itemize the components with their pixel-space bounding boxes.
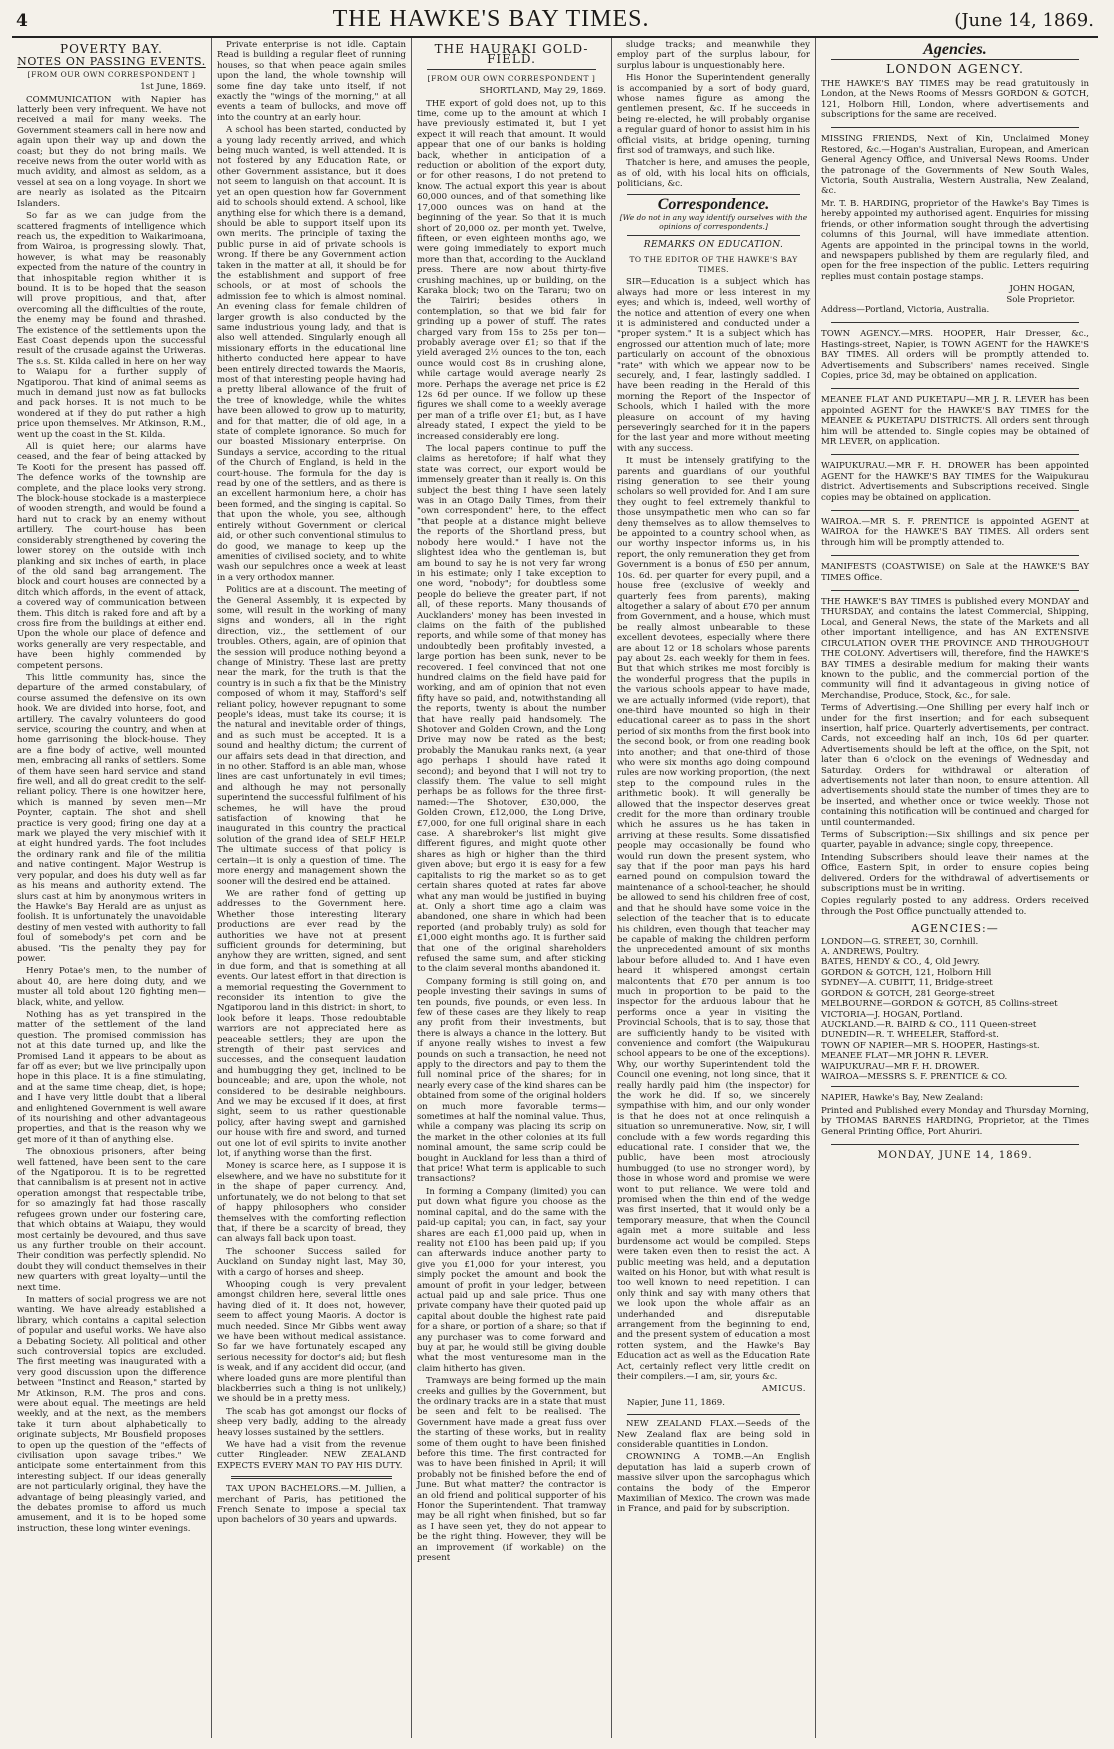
missing-friends-text-2: Mr. T. B. HARDING, proprietor of the Hawke's Bay Times is hereby appointed my authorised agent. Enquiries for missing friends, or other information sought through the advertising columns of this Journal, will have immediate attention. Agents are appointed in the principal towns in the world, and newspapers published by them are regularly filed, and open for the free inspection of the public. Letters requiring replies must contain postage stamps. xyxy=(821,198,1089,282)
section-divider xyxy=(831,59,1079,60)
poverty-bay-source: [FROM OUR OWN CORRESPONDENT ] xyxy=(27,69,196,79)
article-paragraph: In matters of social progress we are not wanting. We have already established a library, which contains a capital selection of popular and useful works. We have also a Debating Society. All political and other such controversial topics are excluded. The first meeting was inaugurated with a very good discussion upon the difference between "Instinct and Reason," started by Mr Atkinson, R.M. The pros and cons. were about equal. The meetings are held weekly, and at the next, as the members take it turn about alphabetically to originate subjects, Mr Bousfield proposes to open up the question of the "effects of civilisation upon savage tribes." We anticipate some entertainment from this interesting subject. If our ideas generally are not particularly original, they have the advantage of being pleasingly varied, and the debates promise to afford us much amusement, and it is to be hoped some instruction, these long winter evenings. xyxy=(17,1294,206,1534)
terms-subscription: Terms of Subscription:—Six shillings and six pence per quarter, payable in advance; single copy, threepence. xyxy=(821,830,1089,851)
hauraki-heading: THE HAURAKI GOLD-FIELD. xyxy=(434,42,589,67)
letter-place-date: Napier, June 11, 1869. xyxy=(627,1397,725,1408)
column-2 xyxy=(212,38,412,1738)
article-paragraph: Company forming is still going on, and people investing their savings in sums of ten pounds, five pounds, or even less. In few of these cases are they likely to reap any profit from their investments, but there is always a chance in the lottery. But if anyone really wishes to invest a few pounds on such a transaction, he need not apply to the directors and pay to them the full nominal price of the shares; for in nearly every case of the kind shares can be obtained from some of the original holders on much more favorable terms—sometimes at half the nominal value. Thus, while a company was placing its scrip on the market in the other colonies at its full nominal amount, the same scrip could be bought in Auckland for less than a third of that price! What term is applicable to such transactions? xyxy=(417,976,606,1185)
section-divider xyxy=(231,1476,392,1479)
letter-signature: AMICUS. xyxy=(761,1384,806,1395)
agent-line: GORDON & GOTCH, 281 George-street xyxy=(821,988,995,999)
section-divider xyxy=(831,1086,1079,1087)
article-paragraph: COMMUNICATION with Napier has latterly been very infrequent. We have not received a mail for many weeks. The Government steamers call in here now and again upon their way up and down the coast; but they do not bring mails. We receive news from the outer world with as much avidity, and almost as seldom, as a vessel at sea on a long voyage. In short we are nearly as isolated as the Pitcairn Islanders. xyxy=(17,94,206,209)
copies-posted: Copies regularly posted to any address. Orders received through the Post Office punctually attended to. xyxy=(821,896,1089,917)
agent-line: A. ANDREWS, Poultry. xyxy=(821,947,919,958)
article-paragraph: The obnoxious prisoners, after being well fattened, have been sent to the care of the Ngatiporou. It is to be regretted that cannibalism is at present not in active operation amongst that respectable tribe, for so amazingly fat had those rascally refugees grown under our fostering care, that which obtains at Waiapu, they would most certainly be devoured, and thus save us any further trouble on their account. Their condition was perfectly splendid. No doubt they will conduct themselves in their new quarters with great loyalty—until the next time. xyxy=(17,1147,206,1293)
agent-line: MEANEE FLAT—MR JOHN R. LEVER. xyxy=(821,1051,989,1062)
section-divider xyxy=(831,454,1079,455)
london-agency-heading: LONDON AGENCY. xyxy=(886,61,1024,77)
napier-imprint-title: NAPIER, Hawke's Bay, New Zealand: xyxy=(821,1093,984,1104)
agent-line: AUCKLAND.—R. BAIRD & CO., 111 Queen-street xyxy=(821,1019,1037,1030)
agent-line: WAIPUKURAU—MR F. H. DROWER. xyxy=(821,1061,980,1072)
letter-paragraph: SIR—Education is a subject which has always had more or less interest in my eyes; and which is, indeed, well worthy of the notice and attention of every one when it is administered and conducted under a "proper system." It is a subject which has engrossed our attention much of late; more particularly on account of the obnoxious "rate" with which we appear now to be securely, and, I fear, lastingly saddled. I have been reading in the Herald of this morning the Report of the Inspector of Schools, which I hailed with the more pleasure on account of my having perseveringly searched for it in the papers for the last year and more without meeting with any success. xyxy=(617,277,810,454)
masthead xyxy=(12,6,1098,38)
article-paragraph: The scab has got amongst our flocks of sheep very badly, adding to the already heavy losses sustained by the settlers. xyxy=(217,1406,406,1438)
columns xyxy=(12,38,1098,1738)
section-divider xyxy=(627,235,800,236)
column-1 xyxy=(12,38,212,1738)
tax-bachelors-item: TAX UPON BACHELORS.—M. Jullien, a merchant of Paris, has petitioned the French Senate to impose a special tax upon bachelors of 30 years and upwards. xyxy=(217,1484,406,1526)
article-paragraph: Thatcher is here, and amuses the people, as of old, with his local hits on officials, politicians, &c. xyxy=(617,158,810,190)
agent-line: BATES, HENDY & CO., 4, Old Jewry. xyxy=(821,957,980,968)
agent-line: MELBOURNE—GORDON & GOTCH, 85 Collins-street xyxy=(821,999,1058,1010)
hauraki-dateline: SHORTLAND, May 29, 1869. xyxy=(479,86,606,97)
column-5 xyxy=(816,38,1094,1738)
article-paragraph: sludge tracks; and meanwhile they employ part of the surplus labour, for surplus labour is unquestionably here. xyxy=(617,40,810,71)
page-number: 4 xyxy=(16,11,28,31)
agent-line: DUNEDIN—R. T. WHEELER, Stafford-st. xyxy=(821,1030,999,1041)
agencies-list-heading: AGENCIES:— xyxy=(911,922,999,936)
section-divider xyxy=(831,127,1079,128)
article-paragraph: Whooping cough is very prevalent amongst children here, several little ones having died of it. It does not, however, seem to affect young Maoris. A doctor is much needed. Since Mr Gibbs went away we have been without medical assistance. So far we have fortunately escaped any serious necessity for doctor's aid; but flesh is weak, and if any accident did occur, (and where loaded guns are more plentiful than blackberries such a thing is not unlikely,) we should be in a pretty mess. xyxy=(217,1279,406,1405)
agent-line: WAIROA—MESSRS S. F. PRENTICE & CO. xyxy=(821,1071,1008,1082)
section-divider xyxy=(831,1144,1079,1145)
section-divider xyxy=(831,322,1079,323)
article-paragraph: The schooner Success sailed for Auckland on Sunday night last, May 30, with a cargo of horses and sheep. xyxy=(217,1246,406,1278)
article-paragraph: His Honor the Superintendent generally is accompanied by a sort of body guard, whose names figure as among the gentlemen present, &c. If he succeeds in being re-elected, he will probably organise a regular guard of honor to assist him in his official visits, at bridge opening, turning first sod of tramways, and such like. xyxy=(617,73,810,157)
article-paragraph: THE export of gold does not, up to this time, come up to the amount at which I have previously estimated it, but I yet expect it will reach that amount. It would appear that one of our banks is holding back, whether in anticipation of a reduction or abolition of the export duty, or for other reasons, I do not pretend to know. The actual export this year is about 60,000 ounces, and of that something like 17,000 ounces was on hand at the beginning of the year. So that it is much short of 20,000 oz. per month yet. Twelve, fifteen, or even eighteen months ago, we were going immediately to export much more than that, according to the Auckland press. There are now about thirty-five crushing machines, up or building, on the Karaka block; two on the Tararu; two on the Tairiri; besides others in contemplation, so that we bid fair for grinding up a power of stuff. The rates charged vary from 15s to 25s per ton—probably average over £1; so that if the yield averaged 2½ ounces to the ton, each ounce would cost 8s in crushing alone, while cartage would average nearly 2s more. Perhaps the average net price is £2 12s 6d per ounce. If we follow up these figures we shall come to a weekly average per man of a trifle over £1; but, as I have already stated, I expect the yield to be increased considerably ere long. xyxy=(417,98,606,442)
meanee-text: MEANEE FLAT AND PUKETAPU—MR J. R. LEVER has been appointed AGENT for the HAWKE'S BAY TIMES for the MEANEE & PUKETAPU DISTRICTS. All orders sent through him will be attended to. Single copies may be obtained of MR LEVER, on application. xyxy=(821,395,1089,447)
section-divider xyxy=(427,69,596,70)
agent-line: TOWN OF NAPIER—MR S. HOOPER, Hastings-st. xyxy=(821,1040,1040,1051)
newspaper-title: THE HAWKE'S BAY TIMES. xyxy=(332,6,650,32)
letter-paragraph: It must be intensely gratifying to the parents and guardians of our youthful rising generation to see their young scholars so well provided for. And I am sure they ought to feel extremely thankful to those unsympathetic men who can so far deny themselves as to allow themselves to be appointed to a country school when, as our worthy inspector informs us, in his report, the only remuneration they get from Government is a bonus of £50 per annum, 10s. 6d. per quarter for every pupil, and a house free (exclusive of weekly and quarterly fees from parents), making altogether a salary of about £70 per annum from Government, and a house, which must be really almost unbearable to these excellent devotees, especially where there are about 12 or 18 scholars whose parents pay about 2s. each weekly for them in fees. But that which strikes me most forcibly is the wonderful progress that the pupils in the various schools appear to have made, we are actually informed (vide report), that one-third have mounted so high in their educational career as to pass in the short period of six months from the first book into the second book, or from one reading book into another; and that one-third of those who were six months ago doing compound rules are now working proportion, (the next step to the compound rules in the arithmetic book). It will generally be allowed that the inspector deserves great credit for the more than ordinary trouble which he assures us he has taken in arriving at these results. Some dissatisfied people may occasionally be found who would run down the present system, who say that if the poor man pays his hard earned pound on compulsion toward the maintenance of a school-teacher, he should be allowed to send his children free of cost, and that he should have some voice in the selection of the teacher that is to educate his children, even though that teacher may be capable of making the children perform the unprecedented amount of six months labour before alluded to. And I have even heard it whispered amongst certain malcontents that £70 per annum is too much in proportion to be paid to the inspector for the arduous labour that he performs once a year in visiting the Provincial Schools, that is to say, those that are sufficiently handy to be visited with convenience and comfort (the Waipukurau school appears to be one of the exceptions). Why, our worthy Superintendent told the Council one evening, not long since, that it really hardly paid him (the inspector) for the work he did. If so, we sincerely sympathise with him, and our only wonder is that he does not at once relinquish a situation so unremunerative. Now, sir, I will conclude with a few words regarding this educational rate. I consider that we, the public, have been most atrociously humbugged (to use no stronger word), by those in whose word and promise we were wont to put reliance. We were told and promised when the thin end of the wedge was first inserted, that it would only be a temporary measure, that when the Council again met a more suitable and less burdensome act would be compiled. Steps were taken even then to resist the act. A public meeting was held, and a deputation waited on his Honor, but with what result is too well known to need repetition. I can only think and say with many others that we look upon the whole affair as an underhanded and disreputable arrangement from the beginning to end, and the present system of education a most rotten system, and the Hawke's Bay Education act as well as the Education Rate Act, certainly reflect very little credit on their compilers.—I am, sir, yours &c. xyxy=(617,456,810,1382)
manifests-text: MANIFESTS (COASTWISE) on Sale at the HAWKE'S BAY TIMES Office. xyxy=(821,562,1089,583)
article-paragraph: Nothing has as yet transpired in the matter of the settlement of the land question. The promised commission has not at this date turned up, and like the Promised Land it appears to be about as far off as ever; but we live principally upon hope in this place. It is a fine stimulating, and at the same time cheap, diet, is hope; and I have very little doubt that a liberal and enlightened Government is well aware of its nourishing and other advantageous properties, and that is the reason why we get more of it than of anything else. xyxy=(17,1009,206,1145)
article-paragraph: Money is scarce here, as I suppose it is elsewhere, and we have no substitute for it in the shape of paper currency. And, unfortunately, we do not belong to that set of happy philosophers who consider themselves with the comforting reflection that, if there be a scarcity of bread, they can always fall back upon toast. xyxy=(217,1161,406,1245)
times-published-text: THE HAWKE'S BAY TIMES is published every MONDAY and THURSDAY, and contains the latest Commercial, Shipping, Local, and General News, the state of the Markets and all other important intelligence, and has AN EXTENSIVE CIRCULATION OVER THE PROVINCE AND THROUGHOUT THE COLONY. Advertisers will, therefore, find the HAWKE'S BAY TIMES a desirable medium for making their wants known to the public, and the commercial portion of the community will find it advantageous in giving notice of Merchandise, Produce, Stock, &c., for sale. xyxy=(821,597,1089,701)
article-paragraph: We are rather fond of getting up addresses to the Government here. Whether those interesting literary productions are ever read by the authorities we have not at present sufficient grounds for determining, but anyhow they are written, signed, and sent in due form, and that is something at all events. Our latest effort in that direction is a memorial requesting the Government to reconsider its intention to give the Ngatiporou land in this district: in short, to look before it leaps. Those redoubtable warriors are not appreciated here as peaceable settlers; they are upon the strength of their past services and successes, and the consequent laudation and humbugging they get, inclined to be bounceable; and are, upon the whole, not considered to be desirable neighbours. And we may be excused if it does, at first sight, seem to us rather questionable policy, after having swept and garnished our house with fire and sword, and turned out one lot of evil spirits to invite another lot, if anything worse than the first. xyxy=(217,888,406,1160)
agent-line: VICTORIA—J. HOGAN, Portland. xyxy=(821,1009,963,1020)
terms-advertising: Terms of Advertising.—One Shilling per every half inch or under for the first insertion; and for each subsequent insertion, half price. Quarterly advertisements, per contract. Cards, not exceeding half an inch, 10s 6d per quarter. Advertisements should be left at the office, on the Spit, not later than 6 o'clock on the evenings of Wednesday and Saturday. Orders for withdrawal or alteration of advertisements not later than noon, to ensure attention. All advertisements should state the number of times they are to be inserted, and whether once or twice weekly. Those not containing this notification will be continued and charged for until countermanded. xyxy=(821,703,1089,828)
article-paragraph: This little community has, since the departure of the armed constabulary, of course assumed the defensive on its own hook. We are divided into horse, foot, and artillery. The cavalry volunteers do good service, scouring the country, and when at home garrisoning the block-house. They are a fine body of active, well mounted men, embracing all ranks of settlers. Some of them have seen hard service and stand fire well, and all do great credit to the self-reliant policy. There is one howitzer here, which is manned by seven men—Mr Poynter, captain. The shot and shell practice is very good; firing one day at a mark we played the very mischief with it at eight hundred yards. The foot includes the ordinary rank and file of the militia and native contingent. Major Westrup is very popular, and does his duty well as far as his means and authority extend. The slurs cast at him by anonymous writers in the Hawke's Bay Herald are as unjust as foolish. It is unfortunately the unavoidable destiny of men vested with authority to fall foul of somebody's pet corn and be abused. 'Tis the penalty they pay for power. xyxy=(17,672,206,964)
wairoa-text: WAIROA.—MR S. F. PRENTICE is appointed AGENT at WAIROA for the HAWKE'S BAY TIMES. All orders sent through him will be promptly attended to. xyxy=(821,517,1089,548)
article-paragraph: The local papers continue to puff the claims as heretofore; if half what they state was correct, our export would be immensely greater than it really is. On this subject the best thing I have seen lately was in an Otago Daily Times, from their "own correspondent" here, to the effect "that people at a distance might believe the reports of the Shortland press, but nobody here would." I have not the slightest idea who the gentleman is, but am bound to say he is not very far wrong in his estimate; only I take exception to one word, "nobody"; for doubtless some people do believe the greater part, if not all, of these reports. Many thousands of Aucklanders' money has been invested in claims on the faith of the published reports, and while some of that money has undoubtedly been profitably invested, a large portion has been sunk, never to be recovered. I feel convinced that not one hundred claims on the field have paid for working, and am of opinion that not even fifty have so paid, and, notwithstanding all the reports, twenty is about the number that have really paid handsomely. The Shotover and Golden Crown, and the Long Drive may now be rated as the best; probably the Manukau ranks next, (a year ago perhaps I should have rated it second); and beyond that I will not try to classify them. The value to sell might perhaps be as follows for the three first-named:—The Shotover, £30,000, the Golden Crown, £12,000, the Long Drive, £7,000, for one full original share in each case. A sharebroker's list might give different figures, and might quote other shares as high or higher than the third given above; but ergo it is easy for a few capitalists to rig the market so as to get certain shares quoted at rates far above what any man would be justified in buying at. Only a short time ago a claim was abandoned, one share in which had been reported (and probably truly) as sold for £1,000 eight months ago. It is further said that one of the original shareholders refused the same sum, and after sticking to the claim several months abandoned it. xyxy=(417,444,606,975)
issue-date: (June 14, 1869. xyxy=(954,10,1094,31)
intending-subscribers: Intending Subscribers should leave their names at the Office, Eastern Spit, in order to ensure copies being delivered. Orders for the withdrawal of advertisements or subscriptions must be in writing. xyxy=(821,852,1089,895)
article-paragraph: Henry Potae's men, to the number of about 40, are here doing duty, and we muster all told about 120 fighting men—black, white, and yellow. xyxy=(17,966,206,1008)
london-agency-ad xyxy=(821,77,1089,124)
section-divider xyxy=(627,1414,800,1415)
town-agency-ad xyxy=(821,327,1089,384)
correspondence-note: [We do not in any way identify ourselves with the opinions of correspondents.] xyxy=(619,213,808,232)
manifests-ad xyxy=(821,560,1089,586)
remarks-heading: REMARKS ON EDUCATION. xyxy=(643,240,784,251)
to-editor: TO THE EDITOR OF THE HAWKE'S BAY TIMES. xyxy=(629,254,798,274)
correspondence-heading: Correspondence. xyxy=(657,195,770,213)
napier-imprint xyxy=(821,1091,1089,1140)
column-4 xyxy=(612,38,816,1738)
poverty-bay-dateline: 1st June, 1869. xyxy=(140,82,206,93)
article-paragraph: A school has been started, conducted by a young lady recently arrived, and which being much wanted, is well attended. It is not fostered by any Education Rate, or other Government assistance, but it does not seem to languish on that account. It is yet an open question how far Government aid to schools should extend. A school, like anything else for which there is a demand, should be able to support itself upon its own merits. The principle of taxing the public purse in aid of private schools is wrong. If there be any Government action taken in the matter at all, it should be for the establishment and support of free schools, or at most of schools the admission fee to which is almost nominal. An evening class for female children of larger growth is also conducted by the same industrious young lady, and that is also well attended. Singularly enough all missionary efforts in the educational line hitherto conducted here appear to have been entirely directed towards the Maoris, most of that interesting people having had a pretty liberal allowance of the fruit of the tree of knowledge, while the whites have been allowed to grow up to maturity, and for that matter, die of old age, in a state of complete ignorance. So much for our boasted Missionary enterprise. On Sundays a service, according to the ritual of the Church of England, is held in the court-house. The formula for the day is read by one of the settlers, and as there is an excellent harmonium here, a choir has been formed, and the singing is capital. So that upon the whole, you see, although entirely without Government or clerical aid, or other such conventional stimulus to do good, we manage to keep up the amenities of civilised society, and to white wash our sepulchres once a week at least in a very orthodox manner. xyxy=(217,125,406,583)
wairoa-ad xyxy=(821,515,1089,551)
section-divider xyxy=(831,555,1079,556)
napier-imprint-text: Printed and Published every Monday and Thursday Morning, by THOMAS BARNES HARDING, Proprietor, at the Times General Printing Office, Port Ahuriri. xyxy=(821,1105,1089,1137)
section-divider xyxy=(831,388,1079,389)
missing-friends-role: Sole Proprietor. xyxy=(1006,294,1075,305)
agencies-heading: Agencies. xyxy=(923,41,987,58)
agencies-list xyxy=(821,937,1089,1083)
notes-heading: NOTES ON PASSING EVENTS. xyxy=(17,55,206,69)
section-divider xyxy=(831,510,1079,511)
agent-line: GORDON & GOTCH, 121, Holborn Hill xyxy=(821,967,992,978)
poverty-bay-heading: POVERTY BAY. xyxy=(60,42,163,56)
tomb-item: CROWNING A TOMB.—An English deputation has laid a superb crown of massive silver upon the sarcophagus which contains the body of the Emperor Maximilian of Mexico. The crown was made in France, and paid for by subscription. xyxy=(617,1452,810,1515)
london-agency-text: THE HAWKE'S BAY TIMES may be read gratuitously in London, at the News Rooms of Messrs GORDON & GOTCH, 121, Holborn Hill, London, where advertisements and subscriptions for the same are received. xyxy=(821,78,1089,121)
article-paragraph: We have had a visit from the revenue cutter Ringleader. NEW ZEALAND EXPECTS EVERY MAN TO PAY HIS DUTY. xyxy=(217,1440,406,1471)
town-agency-text: TOWN AGENCY.—MRS. HOOPER, Hair Dresser, &c., Hastings-street, Napier, is TOWN AGENT for the HAWKE'S BAY TIMES. All orders will be promptly attended to. Advertisements and Subscribers' names received. Single Copies, price 3d, may be obtained on application. xyxy=(821,329,1089,381)
agent-line: SYDNEY—A. CUBITT, 11, Bridge-street xyxy=(821,978,993,989)
missing-friends-ad xyxy=(821,132,1089,318)
section-divider xyxy=(627,194,800,195)
missing-friends-signature: JOHN HOGAN, xyxy=(1009,284,1075,295)
waipukurau-ad xyxy=(821,459,1089,506)
times-published-ad xyxy=(821,595,1089,920)
missing-friends-text: MISSING FRIENDS, Next of Kin, Unclaimed Money Restored, &c.—Hogan's Australian, European, and American General Agency Office, and Universal News Rooms. Under the patronage of the Governments of New South Wales, Victoria, South Australia, Western Australia, New Zealand, &c. xyxy=(821,134,1089,197)
article-paragraph: Politics are at a discount. The meeting of the General Assembly, it is expected by some, will result in the working of many signs and wonders, all in the right direction, viz., the settlement of our troubles. Others, again, are of opinion that the session will produce nothing beyond a change of Ministry. These last are pretty near the mark, for the truth is that the country is in such a fix that be the Ministry composed of whom it may, Stafford's self reliant policy, however repugnant to some people's ideas, must take its course; it is the natural and inevitable order of things, and as such must be accepted. It is a sound and healthy dictum; the current of our affairs sets dead in that direction, and in no other. Stafford is an able man, whose lines are cast unfortunately in evil times; and although he may not personally superintend the successful fulfilment of his schemes, he will have the proud satisfaction of knowing that he inaugurated in this country the practical solution of the grand idea of SELF HELP. The ultimate success of that policy is certain—it is only a question of time. The more energy and management shown the sooner will the desired end be attained. xyxy=(217,585,406,887)
meanee-ad xyxy=(821,393,1089,450)
article-paragraph: Private enterprise is not idle. Captain Read is building a regular fleet of running houses, so that when peace again smiles upon the land, the whole township will some fine day take unto itself, if not exactly the "wings of the morning," at all events a team of bullocks, and move off into the country at an early hour. xyxy=(217,40,406,123)
article-paragraph: In forming a Company (limited) you can put down what figure you choose as the nominal capital, and do the same with the paid-up capital; you can, in fact, say your shares are each £1,000 paid up, when in reality not £100 has been paid up; if you can afterwards induce another party to give you £1,000 for your interest, you simply pocket the amount and book the amount of profit in your ledger, between actual paid up and sale price. Thus one private company have their quoted paid up capital about double the highest rate paid for a share, or portion of a share; so that if any purchaser was to come forward and buy at par, he would still be giving double what the most venturesome man in the claim hitherto has given. xyxy=(417,1186,606,1374)
article-paragraph: So far as we can judge from the scattered fragments of intelligence which reach us, the expedition to Waikarimoana, from Wairoa, is progressing slowly. That, however, is what may be reasonably expected from the nature of the country in that inhospitable region whither it is bound. It is to be hoped that the season will prove propitious, and that, after overcoming all the difficulties of the route, the enemy may be found and thrashed. The existence of the settlements upon the East Coast depends upon the successful result of the crusade against the Uriweras. The s.s. St. Kilda called in here on her way to Waiapu for a further supply of Ngatiporou. That kind of animal seems as much in demand just now as fat bullocks and pack horses. It is not much to be wondered at if they do put rather a high price upon themselves. Mr Atkinson, R.M., went up the coast in the St. Kilda. xyxy=(17,211,206,440)
column-3 xyxy=(412,38,612,1738)
agent-line: LONDON—G. STREET, 30, Cornhill. xyxy=(821,936,979,947)
missing-friends-address: Address—Portland, Victoria, Australia. xyxy=(821,304,990,315)
article-paragraph: Tramways are being formed up the main creeks and gullies by the Government, but the ordinary tracks are in a state that must be seen and felt to be realised. The Government have made a great fuss over the starting of these works, but in reality some of them ought to have been finished before this time. The first contracted for was to have been finished in April; it will probably not be finished before the end of June. But what matter? the contractor is an old friend and political supporter of his Honor the Superintendent. That tramway may be all right when finished, but so far as I have seen yet, they do not appear to be the right thing. However, they will be an improvement (if workable) on the present xyxy=(417,1376,606,1564)
article-paragraph: All is quiet here; our alarms have ceased, and the fear of being attacked by Te Kooti for the present has passed off. The defence works of the township are complete, and the place looks very strong. The block-house stockade is a masterpiece of wooden strength, and would be found a hard nut to crack by an enemy without artillery. The court-house has been considerably strengthened by covering the lower storey on the outside with inch planking and six inches of earth, in place of the old sand bag arrangement. The block and court houses are connected by a ditch which affords, in the event of attack, a covered way of communication between them. This ditch is raked fore and aft by a cross fire from the buildings at either end. Upon the whole our place of defence and works generally are very respectable, and have been highly commended by competent persons. xyxy=(17,442,206,671)
flax-item: NEW ZEALAND FLAX.—Seeds of the New Zealand flax are being sold in considerable quantities in London. xyxy=(617,1419,810,1450)
waipukurau-text: WAIPUKURAU.—MR F. H. DROWER has been appointed AGENT for the HAWKE'S BAY TIMES for the Waipukurau district. Advertisements and Subscriptions received. Single copies may be obtained on application. xyxy=(821,461,1089,503)
hauraki-source: [FROM OUR OWN CORRESPONDENT ] xyxy=(427,73,596,83)
footer-date: MONDAY, JUNE 14, 1869. xyxy=(877,1149,1033,1161)
section-divider xyxy=(831,590,1079,591)
